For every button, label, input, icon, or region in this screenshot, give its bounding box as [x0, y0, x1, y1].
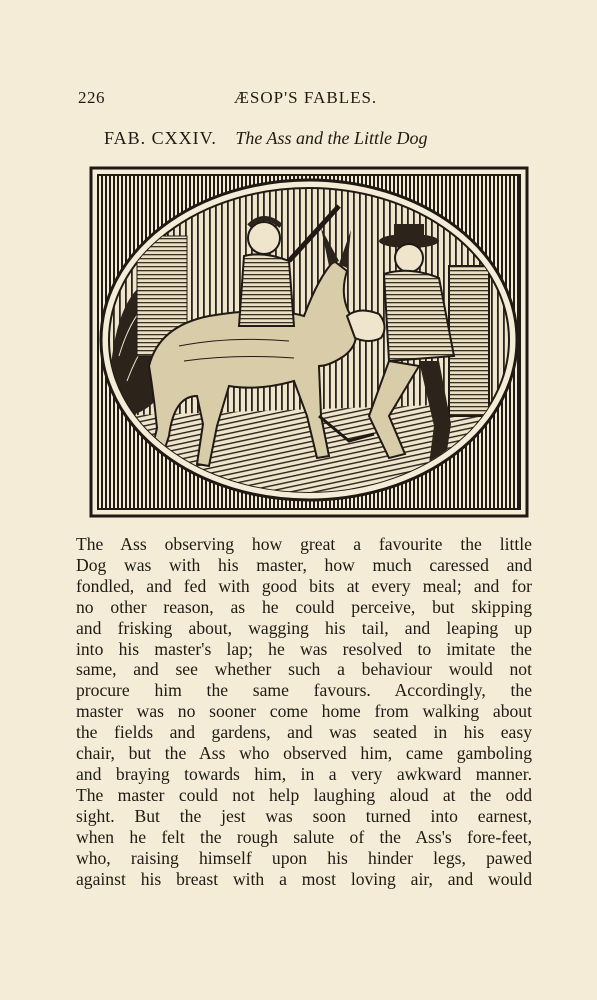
body-line: against his breast with a most loving air, and would — [76, 868, 532, 889]
fable-title: The Ass and the Little Dog — [235, 128, 428, 148]
book-title: ÆSOP'S FABLES. — [233, 88, 378, 107]
body-line: The master could not help laughing aloud at the odd — [76, 784, 532, 805]
body-line: same, and see whether such a behaviour would not — [76, 659, 532, 680]
body-line: and braying towards him, in a very awkward manner. — [76, 763, 532, 784]
body-line: the fields and gardens, and was seated in his easy — [76, 722, 532, 743]
body-line: who, raising himself upon his hinder legs, pawed — [76, 847, 532, 868]
body-line: chair, but the Ass who observed him, came gamboling — [76, 743, 532, 764]
body-line: master was no sooner come home from walking about — [76, 701, 532, 722]
body-line: into his master's lap; he was resolved to imitate the — [76, 638, 532, 659]
woodcut-illustration — [89, 166, 529, 518]
body-line: Dog was with his master, how much caressed and — [76, 554, 532, 575]
fable-body — [76, 534, 532, 889]
fable-heading — [104, 128, 524, 149]
body-line: when he felt the rough salute of the Ass's fore-feet, — [76, 826, 532, 847]
body-line: and frisking about, wagging his tail, and leaping up — [76, 617, 532, 638]
body-line: fondled, and fed with good bits at every meal; and for — [76, 575, 532, 596]
body-line: The Ass observing how great a favourite the little — [76, 534, 532, 554]
woodcut-engraving-icon — [89, 166, 529, 518]
running-head — [78, 88, 533, 110]
fable-number: FAB. CXXIV. — [104, 128, 217, 148]
body-line: no other reason, as he could perceive, but skipping — [76, 596, 532, 617]
body-line: procure him the same favours. Accordingly, the — [76, 680, 532, 701]
page-number: 226 — [78, 88, 105, 107]
body-line: sight. But the jest was soon turned into earnest, — [76, 805, 532, 826]
